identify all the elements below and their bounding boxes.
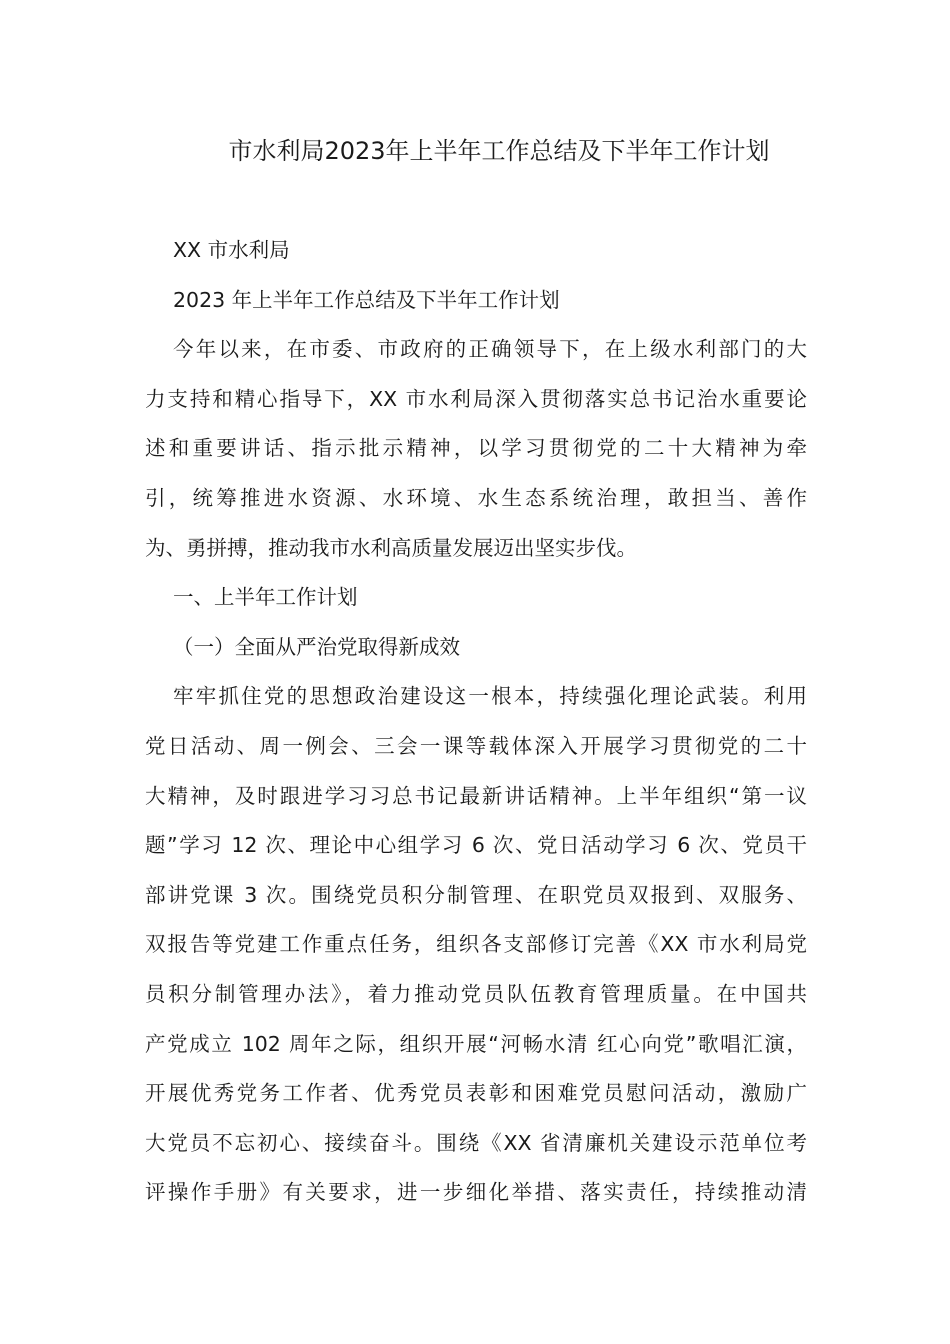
body-line: 一、上半年工作计划	[173, 585, 358, 610]
body-line: 员积分制管理办法》，着力推动党员队伍教育管理质量。在中国共	[145, 981, 807, 1006]
body-line: 述和重要讲话、指示批示精神，以学习贯彻党的二十大精神为牵	[145, 436, 807, 461]
body-line: 产党成立 102 周年之际，组织开展“河畅水清 红心向党”歌唱汇演，	[145, 1031, 807, 1056]
body-line: 为、勇拼搏，推动我市水利高质量发展迈出坚实步伐。	[145, 535, 637, 560]
body-line: 部讲党课 3 次。围绕党员积分制管理、在职党员双报到、双服务、	[145, 882, 807, 907]
body-line: 引，统筹推进水资源、水环境、水生态系统治理，敢担当、善作	[145, 485, 807, 510]
body-line: 力支持和精心指导下，XX 市水利局深入贯彻落实总书记治水重要论	[145, 386, 807, 411]
body-line: 牢牢抓住党的思想政治建设这一根本，持续强化理论武装。利用	[173, 684, 807, 709]
document-body	[145, 226, 807, 1218]
body-line: 开展优秀党务工作者、优秀党员表彰和困难党员慰问活动，激励广	[145, 1081, 807, 1106]
body-line: （一）全面从严治党取得新成效	[173, 634, 460, 659]
body-line: 大党员不忘初心、接续奋斗。围绕《XX 省清廉机关建设示范单位考	[145, 1130, 807, 1155]
body-line: 题”学习 12 次、理论中心组学习 6 次、党日活动学习 6 次、党员干	[145, 833, 807, 858]
body-line: 2023 年上半年工作总结及下半年工作计划	[173, 287, 560, 312]
body-line: 评操作手册》有关要求，进一步细化举措、落实责任，持续推动清	[145, 1180, 807, 1205]
body-line: 今年以来，在市委、市政府的正确领导下，在上级水利部门的大	[173, 337, 807, 362]
body-line: 大精神，及时跟进学习习总书记最新讲话精神。上半年组织“第一议	[145, 783, 807, 808]
body-line: 党日活动、周一例会、三会一课等载体深入开展学习贯彻党的二十	[145, 733, 807, 758]
document-title: 市水利局2023年上半年工作总结及下半年工作计划	[228, 137, 770, 165]
body-line: 双报告等党建工作重点任务，组织各支部修订完善《XX 市水利局党	[145, 932, 807, 957]
body-line: XX 市水利局	[173, 238, 290, 262]
